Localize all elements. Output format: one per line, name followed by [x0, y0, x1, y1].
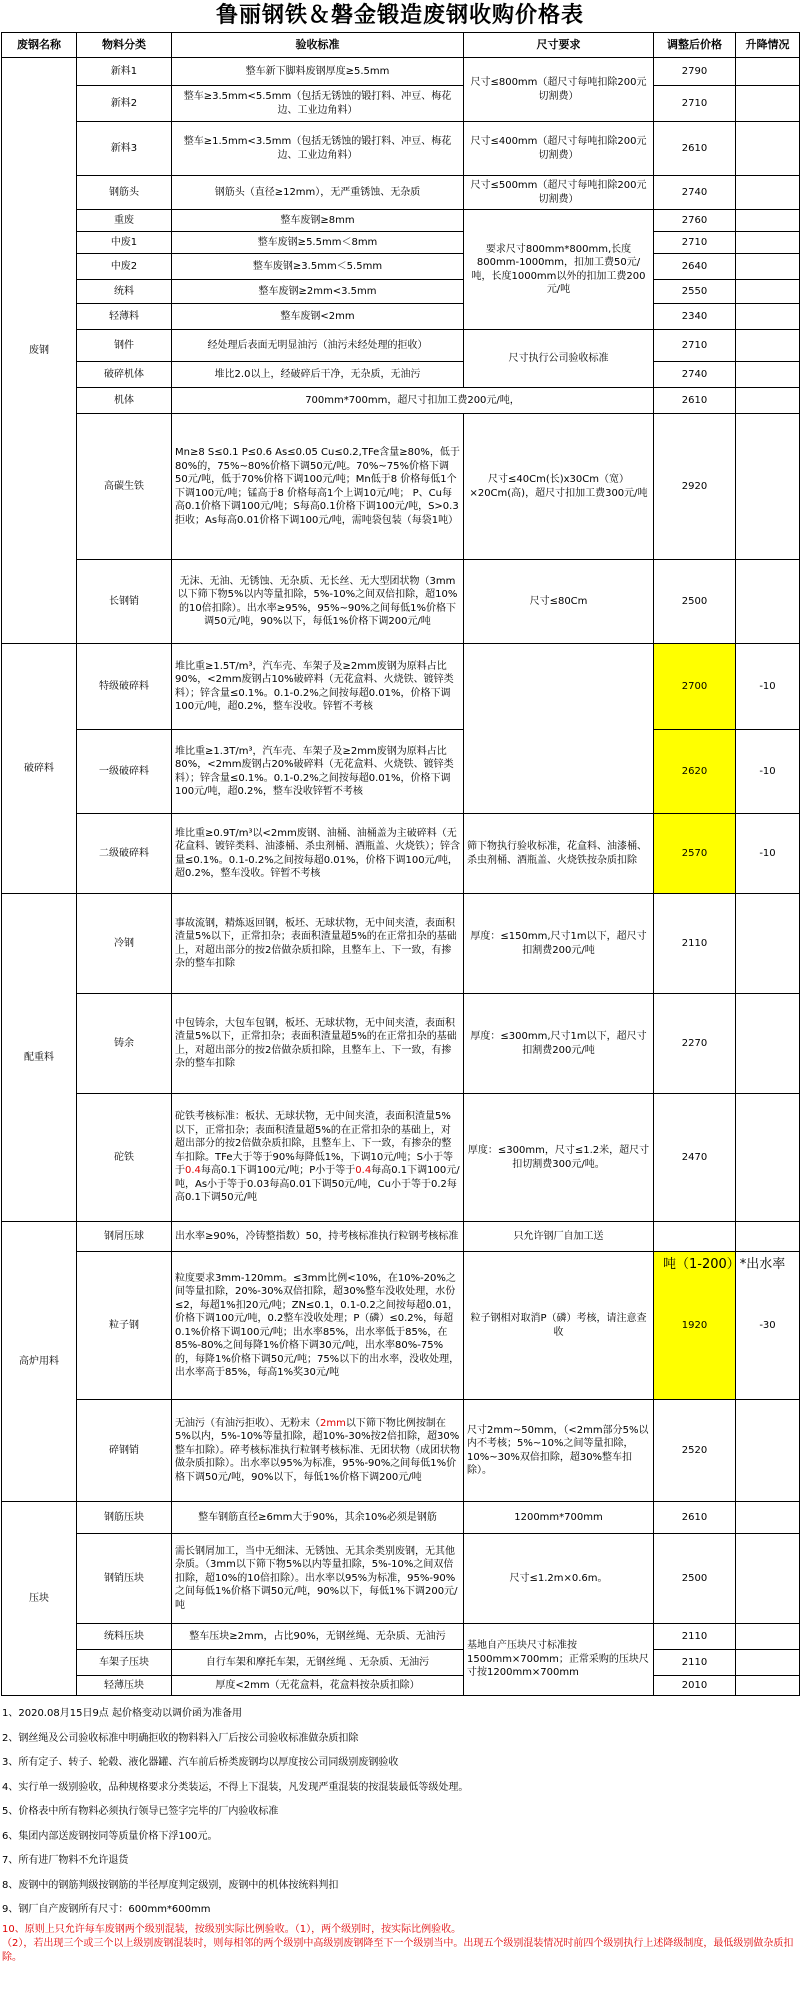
category-cell: 新料1: [77, 58, 172, 86]
change-cell: [736, 1534, 800, 1624]
table-row: [2, 58, 800, 86]
table-row: [2, 414, 800, 560]
size-cell: 尺寸≤800mm（超尺寸每吨扣除200元切割费）: [464, 58, 654, 122]
change-cell: [736, 304, 800, 330]
note-item: 6、集团内部送废钢按同等质量价格下浮100元。: [2, 1830, 218, 1842]
change-cell: [736, 1502, 800, 1534]
header-price: 调整后价格: [654, 33, 736, 58]
table-row: [2, 232, 800, 254]
standard-cell: 700mm*700mm，超尺寸扣加工费200元/吨，: [172, 388, 654, 414]
standard-text: 以下筛下物比例按制在5%以内，5%-10%等量扣除，超10%-30%按2倍扣除，超30%整车扣除）。碎考核标准执行粒钢考核标准、无团状物（成团状物做杂质扣除）。出水率以95%为标准，95%-90%之间每低1%价格下调50元/吨，90%以下，每低1%价格下调200元/吨: [175, 1417, 460, 1483]
category-cell: 一级破碎料: [77, 730, 172, 814]
table-row: [2, 1502, 800, 1534]
category-cell: 钢屑压球: [77, 1222, 172, 1252]
group-label-scrap: 废钢: [2, 58, 77, 644]
standard-cell: [172, 1094, 464, 1222]
category-cell: 二级破碎料: [77, 814, 172, 894]
category-cell: 重废: [77, 210, 172, 232]
change-cell: [736, 330, 800, 362]
price-cell: 1920: [654, 1252, 736, 1400]
standard-cell: 整车压块≥2mm，占比90%，无钢丝绳、无杂质、无油污: [172, 1624, 464, 1650]
standard-cell: 无沫、无油、无锈蚀、无杂质、无长丝、无大型团状物（3mm以下筛下物5%以内等量扣除，5%-10%之间双倍扣除，超10%的10倍扣除）。出水率≥95%，95%~90%之间每低1%价格下调50元/吨，90%以下，每低1%价格下调200元/吨: [172, 560, 464, 644]
table-row: [2, 254, 800, 280]
table-row: [2, 894, 800, 994]
table-row: [2, 1094, 800, 1222]
standard-highlight-value: 2mm: [320, 1417, 346, 1429]
size-cell: 尺寸2mm~50mm，（<2mm部分5%以内不考核；5%~10%之间等量扣除，10%~30%双倍扣除，超30%整车扣除）。: [464, 1400, 654, 1502]
size-cell: 尺寸≤40Cm(长)x30Cm（宽）×20Cm(高)，超尺寸扣加工费300元/吨: [464, 414, 654, 560]
size-cell: 1200mm*700mm: [464, 1502, 654, 1534]
category-cell: 中废1: [77, 232, 172, 254]
note-item-red: （2），若出现三个或三个以上级别废钢混装时，则每相邻的两个级别中高级别废钢降至下一个级别当中。出现五个级别混装情况时前四个级别执行上述降级制度，最低级别做杂质扣除。: [2, 1937, 794, 1963]
change-cell: -10: [736, 730, 800, 814]
header-change: 升降情况: [736, 33, 800, 58]
price-cell: 2110: [654, 894, 736, 994]
standard-highlight-value: 0.4: [355, 1165, 372, 1177]
table-row: [2, 1624, 800, 1650]
category-cell: 中废2: [77, 254, 172, 280]
table-row: [2, 1222, 800, 1252]
change-cell: [736, 362, 800, 388]
header-scrap-name: 废钢名称: [2, 33, 77, 58]
size-cell: 厚度：≤150mm,尺寸1m以下，超尺寸扣割费200元/吨: [464, 894, 654, 994]
change-cell: [736, 414, 800, 560]
standard-cell: 经处理后表面无明显油污（油污未经处理的拒收）: [172, 330, 464, 362]
category-cell: 统料压块: [77, 1624, 172, 1650]
standard-cell: 出水率≥90%，冷铸整指数）50，持考核标准执行粒钢考核标准: [172, 1222, 464, 1252]
price-cell: 2010: [654, 1676, 736, 1696]
note-item: 4、实行单一级别验收，品种规格要求分类装运，不得上下混装，凡发现严重混装的按混装最低等级处理。: [2, 1781, 469, 1793]
change-cell: [736, 1400, 800, 1502]
price-cell: 2710: [654, 86, 736, 122]
change-cell: [736, 176, 800, 210]
change-cell: [736, 122, 800, 176]
change-cell: [736, 1676, 800, 1696]
price-cell: 2110: [654, 1650, 736, 1676]
change-cell: -30: [736, 1252, 800, 1400]
standard-cell: 整车≥3.5mm<5.5mm（包括无锈蚀的锻打料、冲豆、梅花边、工业边角料）: [172, 86, 464, 122]
table-row: [2, 176, 800, 210]
category-cell: 特级破碎料: [77, 644, 172, 730]
change-cell: [736, 1094, 800, 1222]
standard-cell: 自行车架和摩托车架，无钢丝绳 、无杂质、无油污: [172, 1650, 464, 1676]
category-cell: 新料3: [77, 122, 172, 176]
price-cell: 2500: [654, 1534, 736, 1624]
group-label-blast: 高炉用料: [2, 1222, 77, 1502]
size-cell: 基地自产压块尺寸标准按1500mm×700mm；正常采购的压块尺寸按1200mm×700mm: [464, 1624, 654, 1696]
standard-cell: 整车废钢≥2mm<3.5mm: [172, 280, 464, 304]
change-cell: [736, 560, 800, 644]
category-cell: 高碳生铁: [77, 414, 172, 560]
size-cell: 尺寸≤400mm（超尺寸每吨扣除200元切割费）: [464, 122, 654, 176]
group-label-crush: 破碎料: [2, 644, 77, 894]
standard-cell: 整车废钢≥5.5mm＜8mm: [172, 232, 464, 254]
header-standard: 验收标准: [172, 33, 464, 58]
change-cell: [736, 994, 800, 1094]
table-row: [2, 122, 800, 176]
table-row: [2, 388, 800, 414]
note-item: 7、所有进厂物料不允许退货: [2, 1855, 129, 1866]
table-row: [2, 1252, 800, 1400]
category-cell: 钢件: [77, 330, 172, 362]
table-row: [2, 1534, 800, 1624]
price-cell: 2760: [654, 210, 736, 232]
price-cell: 2520: [654, 1400, 736, 1502]
note-item: 3、所有定子、转子、轮毂、液化器罐、汽车前后桥类废钢均以厚度按公司同级别废钢验收: [2, 1757, 399, 1768]
table-row: [2, 1676, 800, 1696]
note-item: 8、废钢中的钢筋判级按钢筋的半径厚度判定级别，废钢中的机体按统料判扣: [2, 1879, 339, 1891]
standard-cell: 整车新下脚料废钢厚度≥5.5mm: [172, 58, 464, 86]
standard-cell: 堆比2.0以上，经破碎后干净，无杂质，无油污: [172, 362, 464, 388]
table-row: [2, 1400, 800, 1502]
standard-text: 每高0.1下调100元/吨；P小于等于: [200, 1165, 356, 1177]
size-cell: 只允许钢厂自加工送: [464, 1222, 654, 1252]
change-cell: [736, 210, 800, 232]
size-cell: 厚度：≤300mm，尺寸≤1.2米，超尺寸扣切割费300元/吨。: [464, 1094, 654, 1222]
category-cell: 机体: [77, 388, 172, 414]
note-item: 9、钢厂自产废钢所有尺寸：600mm*600mm: [2, 1904, 211, 1915]
price-cell: 2610: [654, 1502, 736, 1534]
size-cell: 尺寸≤80Cm: [464, 560, 654, 644]
table-row: [2, 994, 800, 1094]
table-row: [2, 814, 800, 894]
standard-cell: [172, 1400, 464, 1502]
page-title: 鲁丽钢铁＆磐金锻造废钢收购价格表: [215, 3, 584, 28]
table-row: [2, 730, 800, 814]
category-cell: 碎钢销: [77, 1400, 172, 1502]
standard-cell: 事故流钢，精炼返回钢，板坯、无球状物，无中间夹渣，表面积渣量5%以下，正常扣杂；表面积渣量超5%的在正常扣杂的基础上，对超出部分的按2倍做杂质扣除，且整车上、下一致，有掺杂的整车扣除: [172, 894, 464, 994]
standard-cell: 钢筋头（直径≥12mm），无严重锈蚀、无杂质: [172, 176, 464, 210]
price-cell: 2710: [654, 232, 736, 254]
price-cell: 2470: [654, 1094, 736, 1222]
price-cell: 2550: [654, 280, 736, 304]
note-item-red: 10、原则上只允许每车废钢两个级别混装，按级别实际比例验收。（1），两个级别时，按实际比例验收。: [2, 1923, 462, 1935]
category-cell: 轻薄压块: [77, 1676, 172, 1696]
category-cell: 粒子钢: [77, 1252, 172, 1400]
standard-text: 每高0.1下调100元/吨，As小于等于0.03每高0.01下调50元/吨，Cu小于等于0.2每高0.1下调50元/吨: [175, 1165, 460, 1204]
table-row: [2, 644, 800, 730]
category-cell: 统料: [77, 280, 172, 304]
price-cell: 2740: [654, 176, 736, 210]
category-cell: 长钢销: [77, 560, 172, 644]
price-cell: 2640: [654, 254, 736, 280]
note-item: 2、钢丝绳及公司验收标准中明确拒收的物料料入厂后按公司验收标准做杂质扣除: [2, 1732, 359, 1744]
note-item: 5、价格表中所有物料必须执行领导已签字完毕的厂内验收标准: [2, 1806, 279, 1817]
table-row: [2, 304, 800, 330]
price-cell: 2570: [654, 814, 736, 894]
category-cell: 破碎机体: [77, 362, 172, 388]
standard-cell: 堆比重≥1.5T/m³，汽车壳、车架子及≥2mm废钢为原料占比90%，<2mm废钢占10%破碎料（无花盒料、火烧铁、镀锌类料）；锌含量≤0.1%。0.1-0.2%之间按每超0.01%，价格下调100元/吨，超0.2%，整车没收。锌暂不考核: [172, 644, 464, 730]
standard-cell: 需长钢屑加工，当中无细沫、无锈蚀、无其余类别废钢，无其他杂质。（3mm以下筛下物5%以内等量扣除，5%-10%之间双倍扣除，超10%的10倍扣除）。出水率以95%为标准，95%-90%之间每低1%价格下调50元/吨，90%以下，每低1%下调200元/吨: [172, 1534, 464, 1624]
standard-cell: Mn≥8 S≤0.1 P≤0.6 As≤0.05 Cu≤0.2,TFe含量≥80%，低于80%的，75%~80%价格下调50元/吨。70%~75%价格下调50元/吨，低于70%价格下调100元/吨；Mn低于8 价格每低1个下调100元/吨；锰高于8 价格每高1个上调10元/吨； P、Cu每高0.1价格下调100元/吨；S每高0.1价格下调100元/吨，S>0.3拒收；As每高0.01价格下调100元/吨，需吨袋包装（每袋1吨）: [172, 414, 464, 560]
table-row: [2, 330, 800, 362]
group-label-press: 压块: [2, 1502, 77, 1696]
size-cell: 厚度：≤300mm,尺寸1m以下，超尺寸扣割费200元/吨: [464, 994, 654, 1094]
change-cell: [736, 232, 800, 254]
size-cell: 尺寸≤1.2m×0.6m。: [464, 1534, 654, 1624]
change-cell: [736, 1624, 800, 1650]
category-cell: 冷钢: [77, 894, 172, 994]
price-cell: 2340: [654, 304, 736, 330]
price-cell: 2920: [654, 414, 736, 560]
change-cell: [736, 1222, 800, 1252]
price-cell: 2110: [654, 1624, 736, 1650]
change-cell: [736, 388, 800, 414]
size-cell: 筛下物执行验收标准，花盒料、油漆桶、杀虫剂桶、酒瓶盖、火烧铁按杂质扣除: [464, 814, 654, 894]
category-cell: 砣铁: [77, 1094, 172, 1222]
standard-cell: 厚度<2mm（无花盒料，花盒料按杂质扣除）: [172, 1676, 464, 1696]
table-row: [2, 86, 800, 122]
category-cell: 钢筋头: [77, 176, 172, 210]
change-cell: [736, 894, 800, 994]
size-cell: 粒子钢相对取消P（磷）考核，请注意查收: [464, 1252, 654, 1400]
category-cell: 轻薄料: [77, 304, 172, 330]
price-cell: 2270: [654, 994, 736, 1094]
standard-text: 无油污（有油污拒收）、无粉末（: [175, 1417, 320, 1429]
price-table: [1, 32, 800, 1696]
floating-formula-text: 吨（1-200）*出水率: [663, 1257, 786, 1272]
category-cell: 车架子压块: [77, 1650, 172, 1676]
category-cell: 新料2: [77, 86, 172, 122]
standard-highlight-value: 0.4: [185, 1165, 201, 1177]
header-size: 尺寸要求: [464, 33, 654, 58]
standard-cell: 整车≥1.5mm<3.5mm（包括无锈蚀的锻打料、冲豆、梅花边、工业边角料）: [172, 122, 464, 176]
standard-cell: 中包铸余，大包车包钢，板坯、无球状物，无中间夹渣，表面积渣量5%以下，正常扣杂；表面积渣量超5%的在正常扣杂的基础上，对超出部分的按2倍做杂质扣除，且整车上、下一致，有掺杂的整车扣除: [172, 994, 464, 1094]
group-label-heavy: 配重料: [2, 894, 77, 1222]
price-cell: 2610: [654, 122, 736, 176]
table-row: [2, 210, 800, 232]
standard-cell: 整车废钢<2mm: [172, 304, 464, 330]
table-row: [2, 362, 800, 388]
price-cell: [654, 1222, 736, 1252]
price-cell: 2700: [654, 644, 736, 730]
size-cell: 要求尺寸800mm*800mm,长度800mm-1000mm，扣加工费50元/吨，长度1000mm以外的扣加工费200元/吨: [464, 210, 654, 330]
price-cell: 2710: [654, 330, 736, 362]
category-cell: 钢销压块: [77, 1534, 172, 1624]
price-cell: 2610: [654, 388, 736, 414]
size-cell: 尺寸执行公司验收标准: [464, 330, 654, 388]
category-cell: 钢筋压块: [77, 1502, 172, 1534]
note-item: 1、2020.08月15日9点 起价格变动以调价函为准备用: [2, 1708, 242, 1719]
notes-section: [0, 1696, 800, 1965]
change-cell: -10: [736, 644, 800, 730]
size-cell: [464, 644, 654, 814]
standard-cell: 堆比重≥0.9T/m³以<2mm废钢、油桶、油桶盖为主破碎料（无花盒料、镀锌类料、油漆桶、杀虫剂桶、酒瓶盖、火烧铁）；锌含量≤0.1%。0.1-0.2%之间按每超0.01%，价格下调100元/吨，超0.2%，整车没收。锌暂不考核: [172, 814, 464, 894]
header-category: 物料分类: [77, 33, 172, 58]
price-cell: 2740: [654, 362, 736, 388]
standard-cell: 堆比重≥1.3T/m³，汽车壳、车架子及≥2mm废钢为原料占比80%，<2mm废钢占20%破碎料（无花盒料、火烧铁、镀锌类料）；锌含量≤0.1%。0.1-0.2%之间按每超0.01%，价格下调100元/吨，超0.2%，整车没收锌暂不考核: [172, 730, 464, 814]
table-row: [2, 560, 800, 644]
category-cell: 铸余: [77, 994, 172, 1094]
price-cell: 2790: [654, 58, 736, 86]
standard-cell: 粒度要求3mm-120mm。≤3mm比例<10%，在10%-20%之间等量扣除，20%-30%双倍扣除，超30%整车没收处理，水份≤2，每超1%扣20元/吨；ZN≤0.1，0.1-0.2之间按每超0.01，价格下调100元/吨，0.2整车没收处理；P（磷）≤0.2%，每超0.1%价格下调100元/吨；出水率85%，出水率低于85%，在85%-80%之间每降1%价格下调30元/吨，出水率80%-75%的，每降1%价格下调50元/吨；75%以下的出水率，没收处理，出水率高于85%，每高1%奖30元/吨: [172, 1252, 464, 1400]
price-cell: 2620: [654, 730, 736, 814]
table-row: [2, 280, 800, 304]
table-header-row: [2, 33, 800, 58]
change-cell: [736, 58, 800, 86]
change-cell: [736, 1650, 800, 1676]
size-cell: 尺寸≤500mm（超尺寸每吨扣除200元切割费）: [464, 176, 654, 210]
standard-cell: 整车废钢≥8mm: [172, 210, 464, 232]
change-cell: -10: [736, 814, 800, 894]
standard-cell: 整车废钢≥3.5mm＜5.5mm: [172, 254, 464, 280]
change-cell: [736, 86, 800, 122]
standard-text: 砣铁考核标准：板状、无球状物，无中间夹渣，表面积渣量5%以下，正常扣杂；表面积渣量超5%的在正常扣杂的基础上，对超出部分的按2倍做杂质扣除，且整车上、下一致，有掺杂的整车扣除。TFe大于等于90%每降低1%，下调10元/吨；S小于等于: [175, 1111, 453, 1177]
change-cell: [736, 280, 800, 304]
change-cell: [736, 254, 800, 280]
standard-cell: 整车钢筋直径≥6mm大于90%，其余10%必须是钢筋: [172, 1502, 464, 1534]
price-cell: 2500: [654, 560, 736, 644]
table-row: [2, 1650, 800, 1676]
